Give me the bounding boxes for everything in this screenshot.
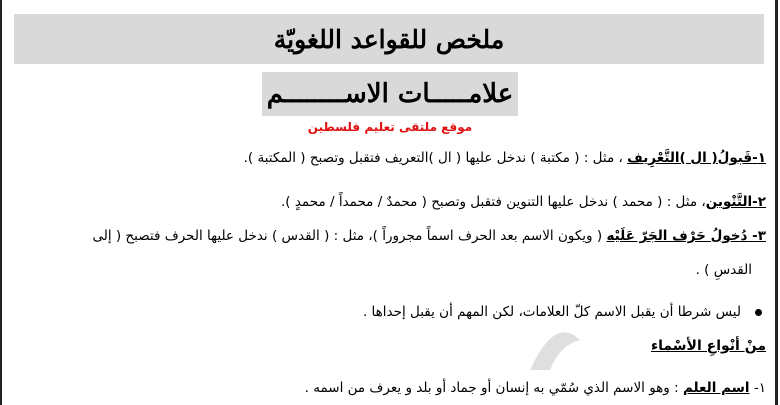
subtitle-text: علامـــــات الاســــــــم xyxy=(266,79,514,109)
rule-item-1 xyxy=(244,150,766,166)
types-heading: منْ أنْواعِ الأسْماء xyxy=(650,338,766,354)
title-text: ملخص للقواعد اللغويّة xyxy=(273,24,505,54)
watermark-icon xyxy=(520,310,590,380)
rule-item-2-term: التَّنْوين xyxy=(705,194,753,210)
rule-item-2 xyxy=(281,194,766,210)
type-item-1-text: : وهو الاسم الذي سُمّي به إنسان أو جماد أو بلد و يعرف من اسمه . xyxy=(304,380,683,396)
rule-item-1-term: قَبولُ( ال )التَّعْرِيف xyxy=(627,150,753,166)
page-border-right xyxy=(775,0,778,405)
rule-item-3 xyxy=(92,228,766,244)
type-item-1 xyxy=(305,380,766,396)
note-text: ليس شرطا أن يقبل الاسم كلّ العلامات، لكن المهم أن يقبل إحداها . xyxy=(362,304,741,320)
rule-item-1-text: ، مثل : ( مكتبة ) ندخل عليها ( ال )التعريف فتقبل وتصبح ( المكتبة ). xyxy=(243,150,628,166)
type-item-1-term: اسم العلم xyxy=(682,380,750,396)
rule-item-3-num: ٣- xyxy=(747,228,766,244)
page-title xyxy=(14,14,764,64)
site-credit: موقع ملتقى تعليم فلسطين xyxy=(307,120,473,134)
rule-item-1-num: ١- xyxy=(752,150,766,166)
rule-item-3-text: ( ويكون الاسم بعد الحرف اسماً مجروراً )، مثل : ( القدس ) ندخل عليها الحرف فتصبح ( إلى xyxy=(92,228,607,244)
rule-item-3-term: دُخولُ حَرْف الجَرّ عَلَيْه xyxy=(606,228,748,244)
page-border-left xyxy=(0,0,2,405)
rule-item-2-num: ٢- xyxy=(752,194,766,210)
rule-item-3-continuation: القدسِ ) . xyxy=(695,262,752,278)
type-item-1-num: ١- xyxy=(749,380,766,396)
section-title xyxy=(262,72,518,116)
rule-item-2-text: ، مثل : ( محمد ) ندخل عليها التنوين فتقبل وتصبح ( محمدٌ / محمداً / محمدٍ ). xyxy=(281,194,706,210)
bullet-dot-icon xyxy=(755,309,762,316)
